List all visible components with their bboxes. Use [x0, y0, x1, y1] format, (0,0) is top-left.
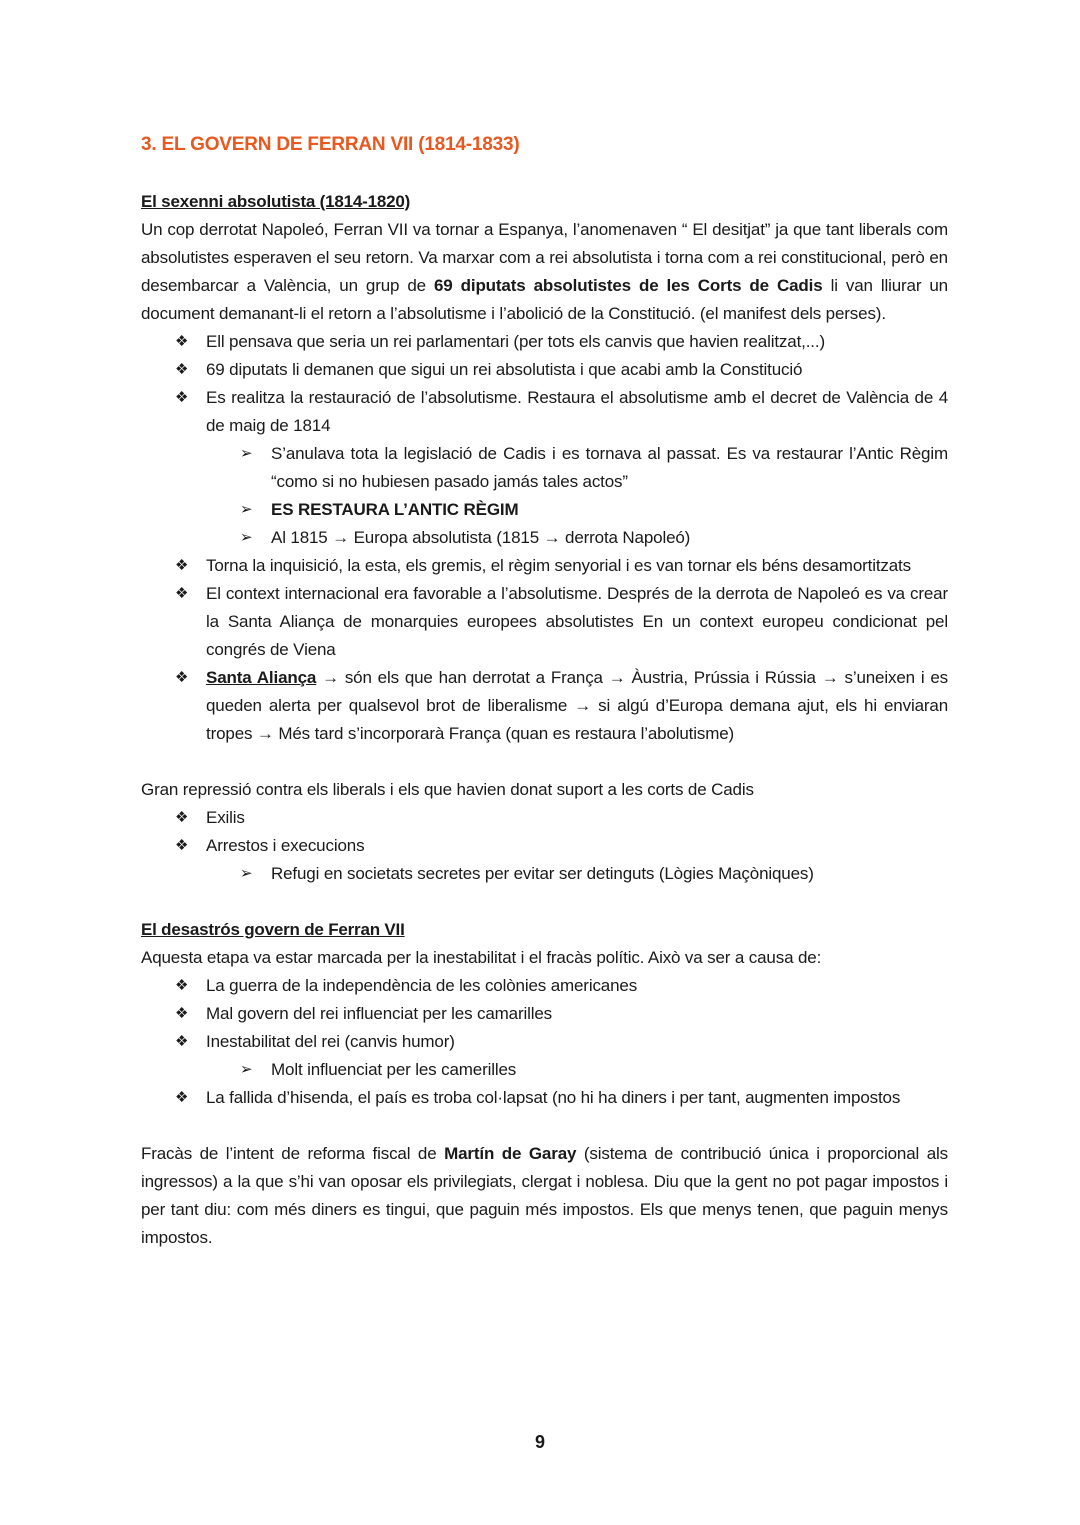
list-item: ❖ Torna la inquisició, la esta, els gremis, el règim senyorial i es van tornar els béns desamortitzats — [141, 552, 948, 580]
spacer — [141, 1112, 948, 1140]
bold-martin-de-garay: Martín de Garay — [444, 1144, 577, 1163]
sub-list-item: ➢ Refugi en societats secretes per evitar ser detinguts (Lògies Maçòniques) — [141, 860, 948, 888]
arrow-bullet-icon: ➢ — [240, 501, 253, 518]
section-title: 3. EL GOVERN DE FERRAN VII (1814-1833) — [141, 134, 520, 155]
diamond-bullet-icon: ❖ — [175, 977, 189, 994]
list-item: ❖ Mal govern del rei influenciat per les camarilles — [141, 1000, 948, 1028]
diamond-bullet-icon: ❖ — [175, 557, 189, 574]
spacer — [141, 748, 948, 776]
bold-69-diputats: 69 diputats absolutistes de les Corts de Cadis — [434, 276, 823, 295]
spacer — [141, 888, 948, 916]
diamond-bullet-icon: ❖ — [175, 669, 189, 686]
sub-list-item: ➢ Molt influenciat per les camerilles — [141, 1056, 948, 1084]
diamond-bullet-icon: ❖ — [175, 1033, 189, 1050]
document-page — [141, 131, 948, 1252]
santa-alianca-term: Santa Aliança — [206, 668, 317, 687]
sub-list-item: ➢ ES RESTAURA L’ANTIC RÈGIM — [141, 496, 948, 524]
repressio-intro: Gran repressió contra els liberals i els que havien donat suport a les corts de Cadis — [141, 780, 754, 799]
diamond-bullet-icon: ❖ — [175, 585, 189, 602]
sexenni-bullet-list — [141, 328, 948, 748]
sub-list-item: ➢ S’anulava tota la legislació de Cadis i es tornava al passat. Es va restaurar l’Antic Règim “como si no hubiesen pasado jamás tales actos” — [141, 440, 948, 496]
list-item: ❖ 69 diputats li demanen que sigui un rei absolutista i que acabi amb la Constitució — [141, 356, 948, 384]
subheading-sexenni: El sexenni absolutista (1814-1820) — [141, 192, 411, 211]
list-item: ❖ Arrestos i execucions ➢ Refugi en societats secretes per evitar ser detinguts (Lògies Maçòniques) — [141, 832, 948, 888]
arrow-bullet-icon: ➢ — [240, 1061, 253, 1078]
diamond-bullet-icon: ❖ — [175, 1089, 189, 1106]
list-item: ❖ La guerra de la independència de les colònies americanes — [141, 972, 948, 1000]
arrow-bullet-icon: ➢ — [240, 865, 253, 882]
sub-list-item: ➢ Al 1815 → Europa absolutista (1815 → derrota Napoleó) — [141, 524, 948, 552]
diamond-bullet-icon: ❖ — [175, 361, 189, 378]
reforma-paragraph: Fracàs de l’intent de reforma fiscal de Martín de Garay (sistema de contribució única i proporcional als ingressos) a la que s’hi van oposar els privilegiats, clergat i noblesa. Diu que la gent no pot pagar impostos i per tant diu: com més diners es tingui, que paguin més impostos. Els que menys tenen, que paguin menys impostos. — [141, 1144, 948, 1247]
diamond-bullet-icon: ❖ — [175, 333, 189, 350]
desastros-bullet-list — [141, 972, 948, 1112]
list-item: ❖ La fallida d’hisenda, el país es troba col·lapsat (no hi ha diners i per tant, augmenten impostos — [141, 1084, 948, 1112]
arrow-bullet-icon: ➢ — [240, 445, 253, 462]
diamond-bullet-icon: ❖ — [175, 837, 189, 854]
diamond-bullet-icon: ❖ — [175, 389, 189, 406]
repressio-bullet-list — [141, 804, 948, 888]
list-item: ❖ Santa Aliança → són els que han derrotat a França → Àustria, Prússia i Rússia → s’uneixen i es queden alerta per qualsevol brot de liberalisme → si algú d’Europa demana ajut, els hi enviaran tropes → Més tard s’incorporarà França (quan es restaura l’abolutisme) — [141, 664, 948, 748]
sub-list — [206, 860, 948, 888]
desastros-intro: Aquesta etapa va estar marcada per la inestabilitat i el fracàs polític. Això va ser a causa de: — [141, 948, 822, 967]
sexenni-intro: Un cop derrotat Napoleó, Ferran VII va tornar a Espanya, l’anomenaven “ El desitjat” ja que tant liberals com absolutistes esperaven el seu retorn. Va marxar com a rei absolutista i torna com a rei constitucional, però en desembarcar a València, un grup de 69 diputats absolutistes de les Corts de Cadis li van lliurar un document demanant-li el retorn a l’absolutisme i l’abolició de la Constitució. (el manifest dels perses). — [141, 220, 948, 323]
list-item: ❖ Es realitza la restauració de l’absolutisme. Restaura el absolutisme amb el decret de València de 4 de maig de 1814 ➢ S’anulava tota la legislació de Cadis i es tornava al passat. Es va restaurar l’Antic Règim “como si no hubiesen pasado jamás tales actos” ➢ ES RESTAURA L’ANTIC RÈGIM ➢ Al 1815 → Europa absolutista (1815 → derrota Napoleó) — [141, 384, 948, 552]
list-item: ❖ Exilis — [141, 804, 948, 832]
subheading-desastros: El desastrós govern de Ferran VII — [141, 920, 405, 939]
diamond-bullet-icon: ❖ — [175, 809, 189, 826]
list-item: ❖ El context internacional era favorable a l’absolutisme. Després de la derrota de Napoleó es va crear la Santa Aliança de monarquies europees absolutistes En un context europeu condicionat pel congrés de Viena — [141, 580, 948, 664]
sub-list — [206, 1056, 948, 1084]
list-item: ❖ Ell pensava que seria un rei parlamentari (per tots els canvis que havien realitzat,...) — [141, 328, 948, 356]
list-item: ❖ Inestabilitat del rei (canvis humor) ➢ Molt influenciat per les camerilles — [141, 1028, 948, 1084]
page-number: 9 — [534, 1432, 545, 1452]
diamond-bullet-icon: ❖ — [175, 1005, 189, 1022]
sub-list — [206, 440, 948, 552]
arrow-bullet-icon: ➢ — [240, 529, 253, 546]
